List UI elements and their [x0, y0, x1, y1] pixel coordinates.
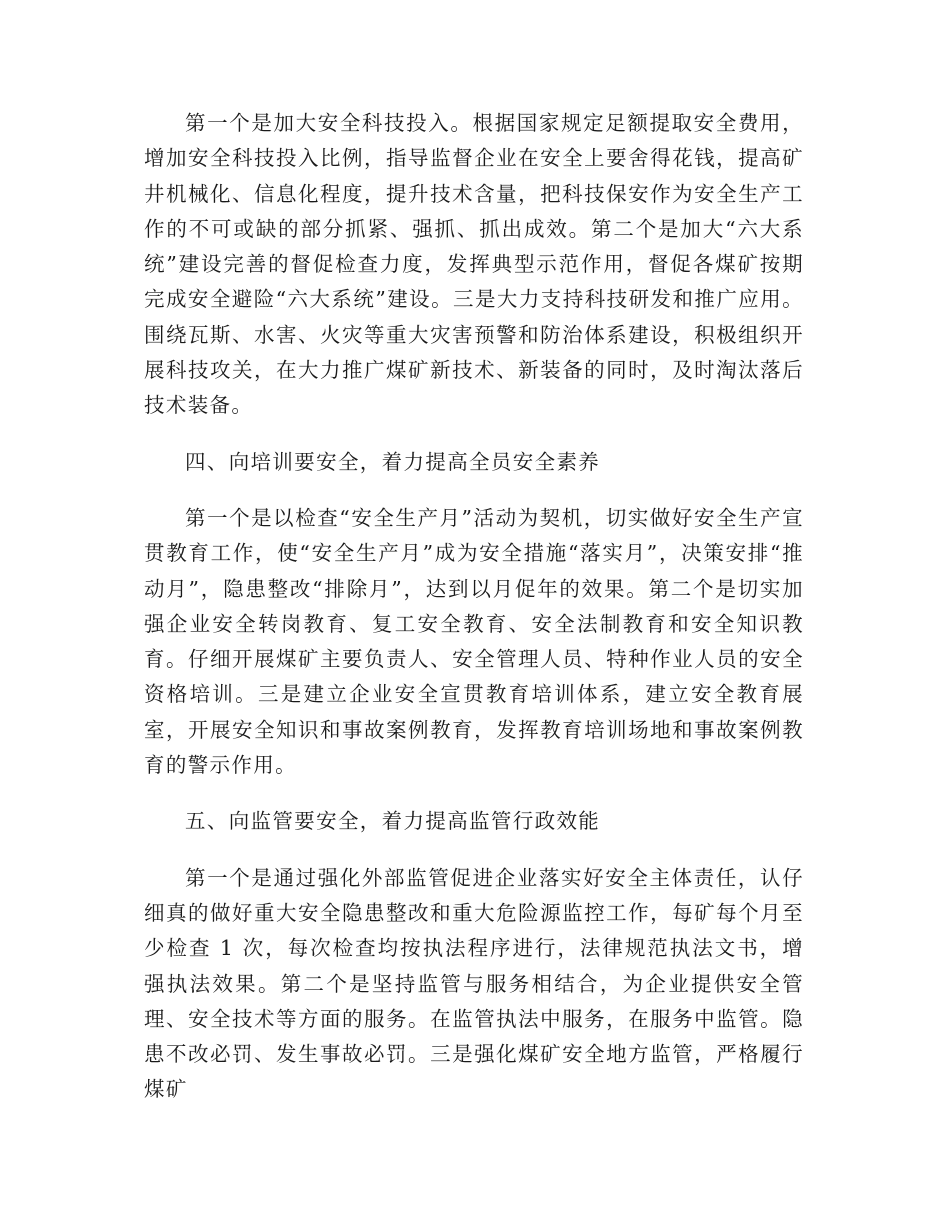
section-heading-supervision: 五、向监管要安全，着力提高监管行政效能: [185, 809, 601, 834]
document-body: [144, 106, 804, 1108]
paragraph-supervision: 第一个是通过强化外部监管促进企业落实好安全主体责任，认仔细真的做好重大安全隐患整改和重大危险源监控工作，每矿每个月至少检查 1 次，每次检查均按执法程序进行，法律规范执法文书，增强执法效果。第二个是坚持监管与服务相结合，为企业提供安全管理、安全技术等方面的服务。在监管执法中服务，在服务中监管。隐患不改必罚、发生事故必罚。三是强化煤矿安全地方监管，严格履行煤矿: [144, 865, 804, 1102]
paragraph-tech-investment: 第一个是加大安全科技投入。根据国家规定足额提取安全费用，增加安全科技投入比例，指导监督企业在安全上要舍得花钱，提高矿井机械化、信息化程度，提升技术含量，把科技保安作为安全生产工作的不可或缺的部分抓紧、强抓、抓出成效。第二个是加大“六大系统”建设完善的督促检查力度，发挥典型示范作用，督促各煤矿按期完成安全避险“六大系统”建设。三是大力支持科技研发和推广应用。围绕瓦斯、水害、火灾等重大灾害预警和防治体系建设，积极组织开展科技攻关，在大力推广煤矿新技术、新装备的同时，及时淘汰落后技术装备。: [144, 111, 804, 418]
section-heading-training: 四、向培训要安全，着力提高全员安全素养: [185, 449, 601, 474]
paragraph-training: 第一个是以检查“安全生产月”活动为契机，切实做好安全生产宣贯教育工作，使“安全生产月”成为安全措施“落实月”，决策安排“推动月”，隐患整改“排除月”，达到以月促年的效果。第二个是切实加强企业安全转岗教育、复工安全教育、安全法制教育和安全知识教育。仔细开展煤矿主要负责人、安全管理人员、特种作业人员的安全资格培训。三是建立企业安全宣贯教育培训体系，建立安全教育展室，开展安全知识和事故案例教育，发挥教育培训场地和事故案例教育的警示作用。: [144, 505, 804, 778]
